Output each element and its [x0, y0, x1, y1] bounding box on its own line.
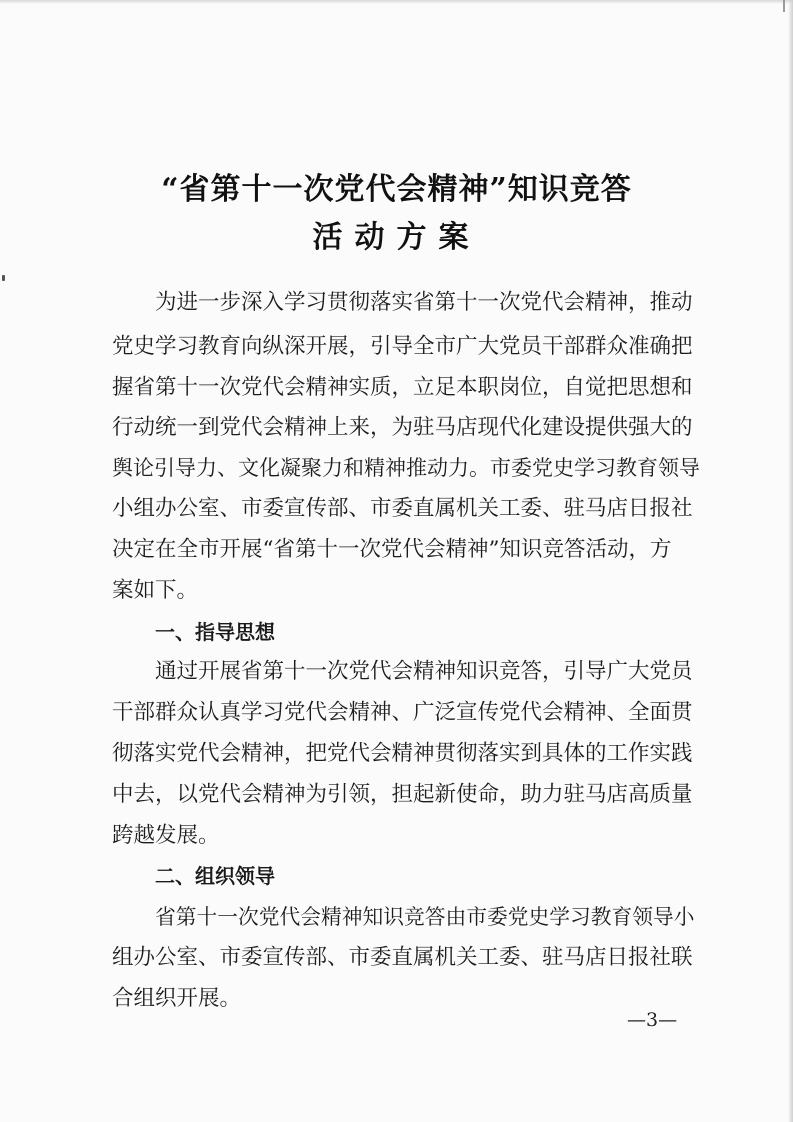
- section1-line: 跨越发展。: [112, 823, 220, 848]
- document-title: “省第十一次党代会精神”知识竞答: [161, 172, 632, 207]
- intro-line: 为进一步深入学习贯彻落实省第十一次党代会精神，推动: [155, 290, 693, 315]
- intro-line: 小组办公室、市委宣传部、市委直属机关工委、驻马店日报社: [112, 496, 693, 521]
- section1-line: 干部群众认真学习党代会精神、广泛宣传党代会精神、全面贯: [112, 700, 693, 725]
- scan-corner-mark: [783, 0, 785, 12]
- section2-line: 合组织开展。: [112, 986, 242, 1011]
- scan-edge-top: [0, 0, 793, 4]
- scan-speck: [2, 275, 5, 281]
- intro-line: 舆论引导力、文化凝聚力和精神推动力。市委党史学习教育领导: [112, 456, 700, 480]
- section-heading-organization: 二、组织领导: [155, 864, 275, 888]
- page-number: —3—: [627, 1009, 678, 1031]
- scan-edge-right: [788, 0, 793, 1122]
- section-heading-guiding-thought: 一、指导思想: [155, 620, 275, 644]
- section1-line: 中去，以党代会精神为引领，担起新使命，助力驻马店高质量: [112, 782, 693, 807]
- intro-line: 党史学习教育向纵深开展，引导全市广大党员干部群众准确把: [112, 334, 693, 359]
- intro-line: 行动统一到党代会精神上来，为驻马店现代化建设提供强大的: [112, 415, 693, 440]
- section1-line: 通过开展省第十一次党代会精神知识竞答，引导广大党员: [155, 659, 693, 684]
- section2-line: 省第十一次党代会精神知识竞答由市委党史学习教育领导小: [155, 905, 695, 929]
- section1-line: 彻落实党代会精神，把党代会精神贯彻落实到具体的工作实践: [112, 741, 693, 766]
- intro-line: 决定在全市开展“省第十一次党代会精神”知识竞答活动，方: [112, 537, 672, 562]
- intro-line: 握省第十一次党代会精神实质，立足本职岗位，自觉把思想和: [112, 375, 693, 400]
- intro-line: 案如下。: [112, 578, 199, 603]
- section2-line: 组办公室、市委宣传部、市委直属机关工委、驻马店日报社联: [112, 945, 693, 970]
- document-subtitle: 活动方案: [312, 220, 481, 255]
